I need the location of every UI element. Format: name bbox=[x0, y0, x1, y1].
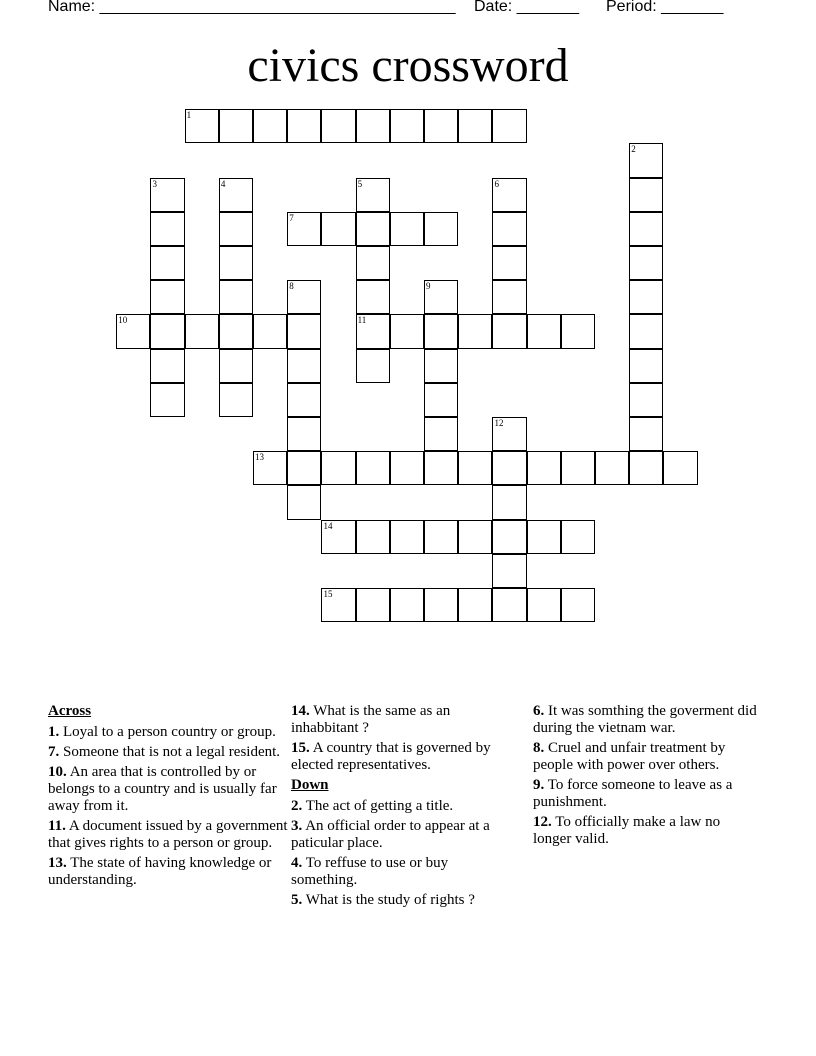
grid-cell[interactable] bbox=[527, 314, 561, 348]
clue-across-1: 1. Loyal to a person country or group. bbox=[48, 724, 276, 740]
grid-cell[interactable] bbox=[287, 451, 321, 485]
grid-cell[interactable] bbox=[185, 314, 219, 348]
grid-cell[interactable] bbox=[287, 314, 321, 348]
grid-cell[interactable] bbox=[629, 280, 663, 314]
grid-cell[interactable] bbox=[356, 246, 390, 280]
clue-number: 1 bbox=[186, 110, 192, 121]
period-field[interactable]: Period: _______ bbox=[606, 0, 724, 15]
clue-number: 9 bbox=[426, 281, 431, 292]
grid-cell[interactable] bbox=[287, 280, 321, 314]
grid-cell[interactable] bbox=[629, 212, 663, 246]
grid-cell[interactable] bbox=[527, 451, 561, 485]
grid-cell[interactable] bbox=[287, 383, 321, 417]
clue-column-2 bbox=[291, 703, 516, 912]
clue-number: 10 bbox=[118, 315, 128, 326]
clue-number: 7 bbox=[289, 212, 294, 223]
grid-cell[interactable] bbox=[150, 383, 184, 417]
grid-cell[interactable] bbox=[219, 314, 253, 348]
grid-cell[interactable] bbox=[253, 314, 287, 348]
grid-cell[interactable] bbox=[561, 451, 595, 485]
grid-cell[interactable] bbox=[629, 383, 663, 417]
clue-across-15: 15. A country that is governed by elected representatives. bbox=[291, 740, 491, 773]
grid-cell[interactable] bbox=[321, 212, 355, 246]
grid-cell[interactable] bbox=[356, 109, 390, 143]
clue-number: 13 bbox=[255, 452, 265, 463]
grid-cell[interactable] bbox=[356, 349, 390, 383]
date-field[interactable]: Date: _______ bbox=[474, 0, 579, 15]
grid-cell[interactable] bbox=[219, 212, 253, 246]
grid-cell[interactable] bbox=[150, 280, 184, 314]
grid-cell[interactable] bbox=[492, 109, 526, 143]
clue-number: 15 bbox=[323, 589, 333, 600]
grid-cell[interactable] bbox=[150, 349, 184, 383]
grid-cell[interactable] bbox=[356, 178, 390, 212]
grid-cell[interactable] bbox=[424, 349, 458, 383]
grid-cell[interactable] bbox=[356, 588, 390, 622]
clue-number: 12 bbox=[494, 418, 504, 429]
grid-cell[interactable] bbox=[390, 109, 424, 143]
clue-number: 11 bbox=[357, 315, 367, 326]
clue-across-7: 7. Someone that is not a legal resident. bbox=[48, 744, 281, 760]
grid-cell[interactable] bbox=[253, 109, 287, 143]
down-heading: Down bbox=[291, 777, 329, 793]
grid-cell[interactable] bbox=[561, 588, 595, 622]
clue-down-3: 3. An official order to appear at a paticular place. bbox=[291, 818, 490, 851]
grid-cell[interactable] bbox=[150, 178, 184, 212]
grid-cell[interactable] bbox=[219, 349, 253, 383]
clue-number: 14 bbox=[323, 520, 333, 531]
grid-cell[interactable] bbox=[424, 520, 458, 554]
grid-cell[interactable] bbox=[424, 383, 458, 417]
page-title: civics crossword bbox=[247, 39, 569, 92]
clue-across-13: 13. The state of having knowledge or understanding. bbox=[48, 855, 272, 888]
grid-cell[interactable] bbox=[185, 109, 219, 143]
grid-cell[interactable] bbox=[356, 212, 390, 246]
name-field[interactable]: Name: ________________________________________ bbox=[48, 0, 456, 15]
grid-cell[interactable] bbox=[629, 314, 663, 348]
grid-cell[interactable] bbox=[561, 314, 595, 348]
grid-cell[interactable] bbox=[321, 109, 355, 143]
grid-cell[interactable] bbox=[492, 280, 526, 314]
clue-number: 5 bbox=[357, 178, 363, 189]
clue-across-10: 10. An area that is controlled by or belongs to a country and is usually far away from it. bbox=[48, 764, 277, 814]
grid-cell[interactable] bbox=[356, 451, 390, 485]
grid-cell[interactable] bbox=[321, 520, 355, 554]
grid-cell[interactable] bbox=[492, 554, 526, 588]
grid-cell[interactable] bbox=[527, 520, 561, 554]
grid-cell[interactable] bbox=[629, 349, 663, 383]
clue-across-11: 11. A document issued by a government that gives rights to a person or group. bbox=[48, 818, 288, 851]
grid-cell[interactable] bbox=[561, 520, 595, 554]
grid-cell[interactable] bbox=[287, 212, 321, 246]
grid-cell[interactable] bbox=[492, 417, 526, 451]
grid-cell[interactable] bbox=[390, 520, 424, 554]
grid-cell[interactable] bbox=[287, 485, 321, 519]
grid-cell[interactable] bbox=[424, 451, 458, 485]
clue-number: 8 bbox=[289, 281, 294, 292]
grid-cell[interactable] bbox=[458, 588, 492, 622]
grid-cell[interactable] bbox=[492, 246, 526, 280]
grid-cell[interactable] bbox=[492, 314, 526, 348]
grid-cell[interactable] bbox=[253, 451, 287, 485]
grid-cell[interactable] bbox=[663, 451, 697, 485]
grid-cell[interactable] bbox=[321, 451, 355, 485]
grid-cell[interactable] bbox=[219, 383, 253, 417]
grid-cell[interactable] bbox=[219, 178, 253, 212]
grid-cell[interactable] bbox=[150, 212, 184, 246]
clue-down-5: 5. What is the study of rights ? bbox=[291, 892, 475, 908]
grid-cell[interactable] bbox=[321, 588, 355, 622]
grid-cell[interactable] bbox=[150, 246, 184, 280]
grid-cell[interactable] bbox=[356, 314, 390, 348]
grid-cell[interactable] bbox=[629, 417, 663, 451]
grid-cell[interactable] bbox=[424, 417, 458, 451]
grid-cell[interactable] bbox=[287, 349, 321, 383]
clue-number: 6 bbox=[494, 178, 499, 189]
grid-cell[interactable] bbox=[458, 314, 492, 348]
clue-down-2: 2. The act of getting a title. bbox=[291, 798, 454, 814]
clue-down-4: 4. To reffuse to use or buy something. bbox=[291, 855, 449, 888]
grid-cell[interactable] bbox=[219, 109, 253, 143]
grid-cell[interactable] bbox=[356, 280, 390, 314]
clue-down-6: 6. It was somthing the goverment did during the vietnam war. bbox=[533, 703, 757, 736]
grid-cell[interactable] bbox=[424, 109, 458, 143]
grid-cell[interactable] bbox=[595, 451, 629, 485]
clue-down-8: 8. Cruel and unfair treatment by people with power over others. bbox=[533, 740, 726, 773]
grid-cell[interactable] bbox=[356, 520, 390, 554]
clue-column-3 bbox=[533, 703, 758, 851]
grid-cell[interactable] bbox=[150, 314, 184, 348]
clue-column-1 bbox=[48, 703, 288, 892]
grid-cell[interactable] bbox=[629, 246, 663, 280]
grid-cell[interactable] bbox=[287, 417, 321, 451]
clue-down-9: 9. To force someone to leave as a punishment. bbox=[533, 777, 733, 810]
grid-cell[interactable] bbox=[492, 212, 526, 246]
grid-cell[interactable] bbox=[390, 314, 424, 348]
grid-cell[interactable] bbox=[629, 451, 663, 485]
clue-down-12: 12. To officially make a law no longer valid. bbox=[533, 814, 721, 847]
clue-number: 4 bbox=[220, 178, 226, 189]
grid-cell[interactable] bbox=[492, 451, 526, 485]
across-heading: Across bbox=[48, 703, 92, 719]
grid-cell[interactable] bbox=[492, 178, 526, 212]
grid-cell[interactable] bbox=[492, 485, 526, 519]
grid-cell[interactable] bbox=[629, 178, 663, 212]
grid-cell[interactable] bbox=[424, 588, 458, 622]
clue-across-14: 14. What is the same as an inhabbitant ? bbox=[291, 703, 451, 736]
clue-number: 2 bbox=[631, 144, 636, 155]
grid-cell[interactable] bbox=[527, 588, 561, 622]
grid-cell[interactable] bbox=[390, 451, 424, 485]
grid-cell[interactable] bbox=[287, 109, 321, 143]
grid-cell[interactable] bbox=[492, 588, 526, 622]
clue-number: 3 bbox=[152, 178, 157, 189]
grid-cell[interactable] bbox=[424, 314, 458, 348]
grid-cell[interactable] bbox=[424, 280, 458, 314]
grid-cell[interactable] bbox=[116, 314, 150, 348]
grid-cell[interactable] bbox=[390, 588, 424, 622]
grid-cell[interactable] bbox=[458, 520, 492, 554]
grid-cell[interactable] bbox=[424, 212, 458, 246]
grid-cell[interactable] bbox=[219, 280, 253, 314]
grid-cell[interactable] bbox=[390, 212, 424, 246]
grid-cell[interactable] bbox=[458, 451, 492, 485]
grid-cell[interactable] bbox=[492, 520, 526, 554]
grid-cell[interactable] bbox=[458, 109, 492, 143]
grid-cell[interactable] bbox=[219, 246, 253, 280]
grid-cell[interactable] bbox=[629, 143, 663, 177]
